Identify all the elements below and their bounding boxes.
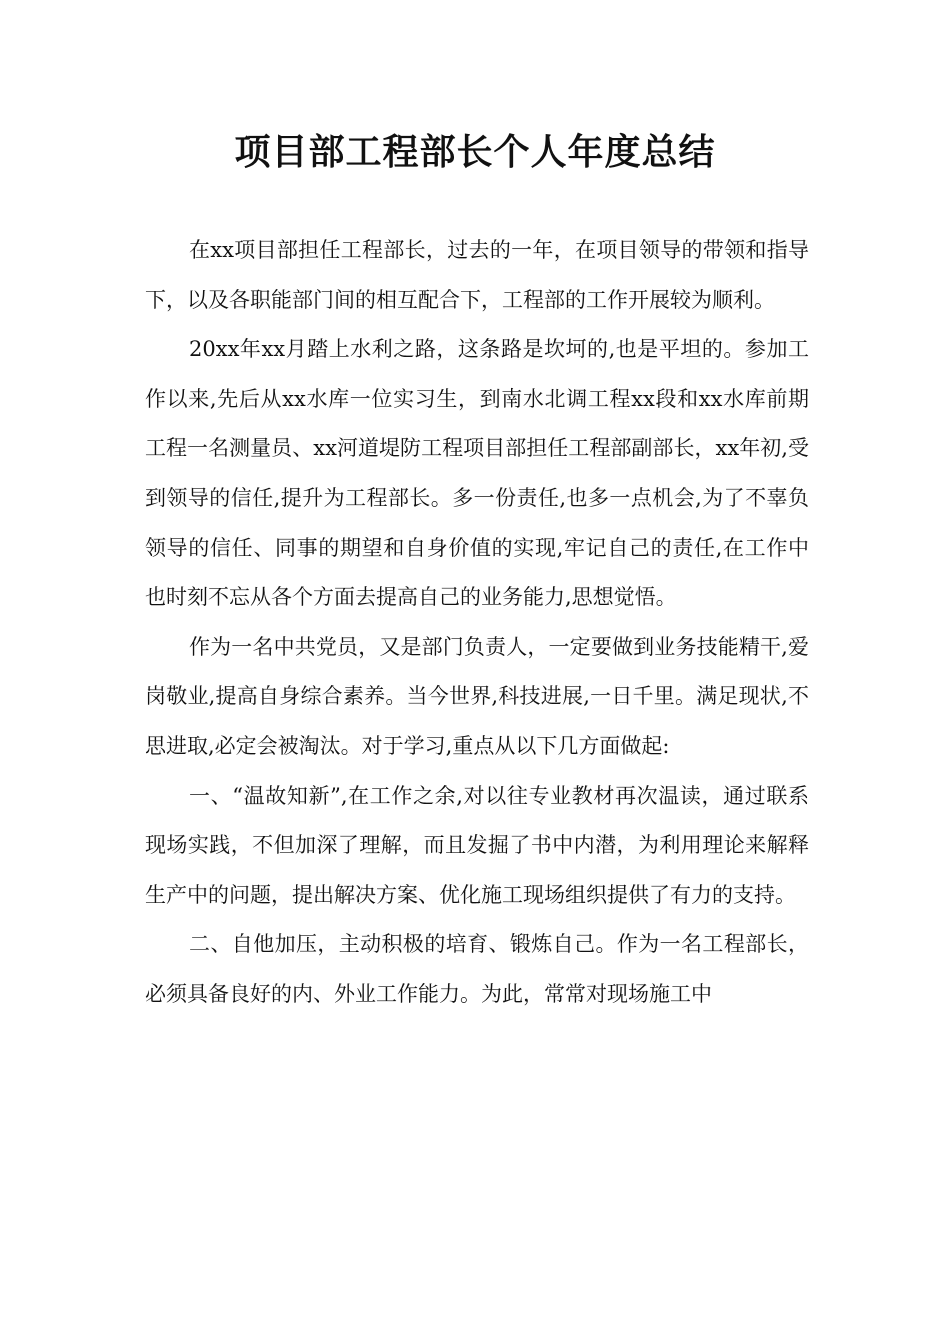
paragraph-intro: 在xx项目部担任工程部长，过去的一年，在项目领导的带领和指导下，以及各职能部门间的相互配合下，工程部的工作开展较为顺利。 [145,238,809,312]
paragraph-point-two: 二、自他加压，主动积极的培育、锻炼自己。作为一名工程部长，必须具备良好的内、外业工作能力。为此，常常对现场施工中 [145,932,809,1006]
paragraph-point-one: 一、“温故知新”,在工作之余,对以往专业教材再次温读，通过联系现场实践，不但加深了理解，而且发掘了书中内潜，为利用理论来解释生产中的问题，提出解决方案、优化施工现场组织提供了有力的支持。 [145,783,809,907]
paragraph-party-member: 作为一名中共党员，又是部门负责人，一定要做到业务技能精干,爱岗敬业,提高自身综合素养。当今世界,科技进展,一日千里。满足现状,不思进取,必定会被淘汰。对于学习,重点从以下几方面做起: [145,634,809,758]
paragraph-career: 20xx年xx月踏上水利之路，这条路是坎坷的,也是平坦的。参加工作以来,先后从xx水库一位实习生，到南水北调工程xx段和xx水库前期工程一名测量员、xx河道堤防工程项目部担任工程部副部长，xx年初,受到领导的信任,提升为工程部长。多一份责任,也多一点机会,为了不辜负领导的信任、同事的期望和自身价值的实现,牢记自己的责任,在工作中也时刻不忘从各个方面去提高自己的业务能力,思想觉悟。 [145,337,809,610]
document-body [145,226,809,1020]
document-title: 项目部工程部长个人年度总结 [234,132,716,173]
